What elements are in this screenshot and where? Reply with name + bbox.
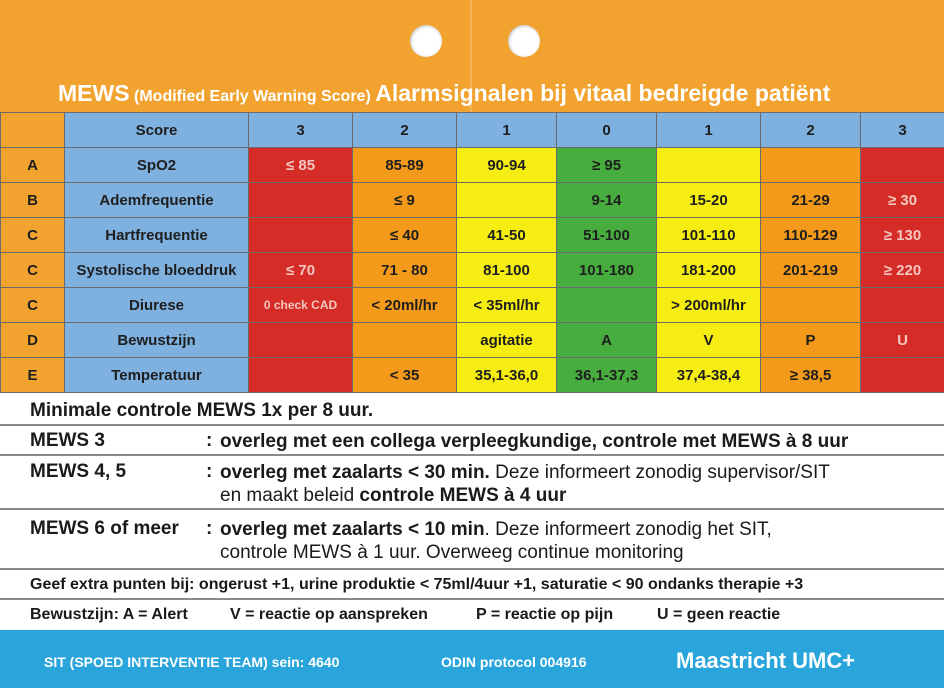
mews-4-5-label: MEWS 4, 5 — [30, 461, 127, 482]
page-title — [58, 80, 830, 107]
mews-4-5-line2-bold: controle MEWS à 4 uur — [359, 485, 567, 506]
extra-points-row — [0, 570, 944, 600]
row-letter: C — [1, 253, 65, 288]
table-row — [1, 148, 944, 183]
score-cell: 35,1-36,0 — [457, 358, 557, 393]
score-cell: A — [557, 323, 657, 358]
score-cell: 85-89 — [353, 148, 457, 183]
score-cell: 110-129 — [761, 218, 861, 253]
table-row — [1, 218, 944, 253]
title-subtitle: (Modified Early Warning Score) — [134, 88, 371, 105]
table-row — [1, 288, 944, 323]
mews-4-5-row — [0, 456, 944, 510]
footer-bar — [0, 630, 944, 688]
mews-3-text: overleg met een collega verpleegkundige, controle met MEWS à 8 uur — [220, 431, 849, 452]
score-cell: U — [861, 323, 944, 358]
legend-verbal: V = reactie op aanspreken — [230, 606, 428, 623]
score-cell: V — [657, 323, 761, 358]
header-score-0: 0 — [557, 113, 657, 148]
header-score-3-high: 3 — [861, 113, 944, 148]
table-row — [1, 253, 944, 288]
mews-3-row — [0, 426, 944, 456]
score-cell — [249, 183, 353, 218]
score-cell: 37,4-38,4 — [657, 358, 761, 393]
score-cell — [249, 323, 353, 358]
score-cell: 21-29 — [761, 183, 861, 218]
mews-6-row — [0, 510, 944, 570]
score-cell: 0 check CAD — [249, 288, 353, 323]
score-cell: 41-50 — [457, 218, 557, 253]
score-cell — [861, 358, 944, 393]
score-cell: agitatie — [457, 323, 557, 358]
legend-pain: P = reactie op pijn — [476, 606, 614, 623]
mews-4-5-line1-rest: Deze informeert zonodig supervisor/SIT — [489, 462, 830, 483]
mews-3-colon: : — [206, 430, 213, 451]
score-cell: ≥ 38,5 — [761, 358, 861, 393]
mews-6-line1-rest: . Deze informeert zonodig het SIT, — [484, 519, 772, 540]
mews-6-line1-bold: overleg met zaalarts < 10 min — [220, 519, 485, 540]
brand-logo-text: Maastricht UMC+ — [676, 648, 856, 673]
table-row — [1, 183, 944, 218]
mews-3-label: MEWS 3 — [30, 430, 105, 451]
mews-4-5-colon: : — [206, 461, 213, 482]
score-cell: ≤ 70 — [249, 253, 353, 288]
score-cell: 9-14 — [557, 183, 657, 218]
score-cell: 36,1-37,3 — [557, 358, 657, 393]
row-parameter: SpO2 — [65, 148, 249, 183]
row-parameter: Ademfrequentie — [65, 183, 249, 218]
legend-unresponsive: U = geen reactie — [657, 606, 781, 623]
score-cell — [861, 288, 944, 323]
score-cell — [761, 148, 861, 183]
row-parameter: Bewustzijn — [65, 323, 249, 358]
score-cell: ≥ 30 — [861, 183, 944, 218]
row-parameter: Hartfrequentie — [65, 218, 249, 253]
row-letter: E — [1, 358, 65, 393]
table-header-row — [1, 113, 944, 148]
punch-hole-right — [508, 25, 540, 57]
score-cell: ≥ 95 — [557, 148, 657, 183]
mews-6-line2: controle MEWS à 1 uur. Overweeg continue monitoring — [220, 542, 684, 563]
score-cell: 15-20 — [657, 183, 761, 218]
table-row — [1, 323, 944, 358]
minimal-control-row — [0, 396, 944, 426]
score-cell: ≥ 130 — [861, 218, 944, 253]
score-cell: ≥ 220 — [861, 253, 944, 288]
title-rest: Alarmsignalen bij vitaal bedreigde patiënt — [375, 80, 831, 106]
header-score: Score — [65, 113, 249, 148]
header-score-2-high: 2 — [761, 113, 861, 148]
score-cell: < 20ml/hr — [353, 288, 457, 323]
footer-odin-protocol: ODIN protocol 004916 — [441, 654, 587, 670]
score-cell — [657, 148, 761, 183]
score-cell — [557, 288, 657, 323]
mews-6-label: MEWS 6 of meer — [30, 518, 179, 539]
header-score-1-high: 1 — [657, 113, 761, 148]
mews-score-table — [0, 112, 944, 393]
score-cell: ≤ 85 — [249, 148, 353, 183]
extra-points-text: Geef extra punten bij: ongerust +1, urine produktie < 75ml/4uur +1, saturatie < 90 ondanks therapie +3 — [30, 576, 804, 593]
row-parameter: Temperatuur — [65, 358, 249, 393]
row-letter: D — [1, 323, 65, 358]
header-score-3-low: 3 — [249, 113, 353, 148]
footer-sit-pager: SIT (SPOED INTERVENTIE TEAM) sein: 4640 — [44, 654, 340, 670]
score-cell: 101-110 — [657, 218, 761, 253]
header-banner — [0, 0, 944, 112]
score-cell: ≤ 9 — [353, 183, 457, 218]
score-cell: 201-219 — [761, 253, 861, 288]
score-cell: ≤ 40 — [353, 218, 457, 253]
score-cell — [761, 288, 861, 323]
score-cell — [353, 323, 457, 358]
score-cell: < 35 — [353, 358, 457, 393]
row-parameter: Systolische bloeddruk — [65, 253, 249, 288]
row-parameter: Diurese — [65, 288, 249, 323]
score-cell — [457, 183, 557, 218]
score-cell: 51-100 — [557, 218, 657, 253]
mews-4-5-text — [220, 461, 830, 507]
mews-6-colon: : — [206, 518, 213, 539]
score-cell: > 200ml/hr — [657, 288, 761, 323]
table-row — [1, 358, 944, 393]
score-cell: < 35ml/hr — [457, 288, 557, 323]
bewustzijn-legend — [0, 600, 944, 630]
mews-4-5-line2-plain: en maakt beleid — [220, 485, 360, 506]
row-letter: C — [1, 218, 65, 253]
header-score-2-low: 2 — [353, 113, 457, 148]
mews-4-5-line1-bold: overleg met zaalarts < 30 min. — [220, 462, 490, 483]
score-cell: 90-94 — [457, 148, 557, 183]
score-cell: 71 - 80 — [353, 253, 457, 288]
score-cell — [861, 148, 944, 183]
score-cell: 81-100 — [457, 253, 557, 288]
punch-hole-left — [410, 25, 442, 57]
score-cell: 181-200 — [657, 253, 761, 288]
score-cell — [249, 218, 353, 253]
row-letter: C — [1, 288, 65, 323]
score-cell: P — [761, 323, 861, 358]
title-main: MEWS — [58, 80, 130, 106]
score-cell — [249, 358, 353, 393]
header-score-1-low: 1 — [457, 113, 557, 148]
mews-6-text — [220, 518, 772, 564]
header-letter-cell — [1, 113, 65, 148]
minimal-control-text: Minimale controle MEWS 1x per 8 uur. — [30, 400, 374, 421]
score-cell: 101-180 — [557, 253, 657, 288]
row-letter: B — [1, 183, 65, 218]
legend-alert: Bewustzijn: A = Alert — [30, 606, 188, 623]
row-letter: A — [1, 148, 65, 183]
